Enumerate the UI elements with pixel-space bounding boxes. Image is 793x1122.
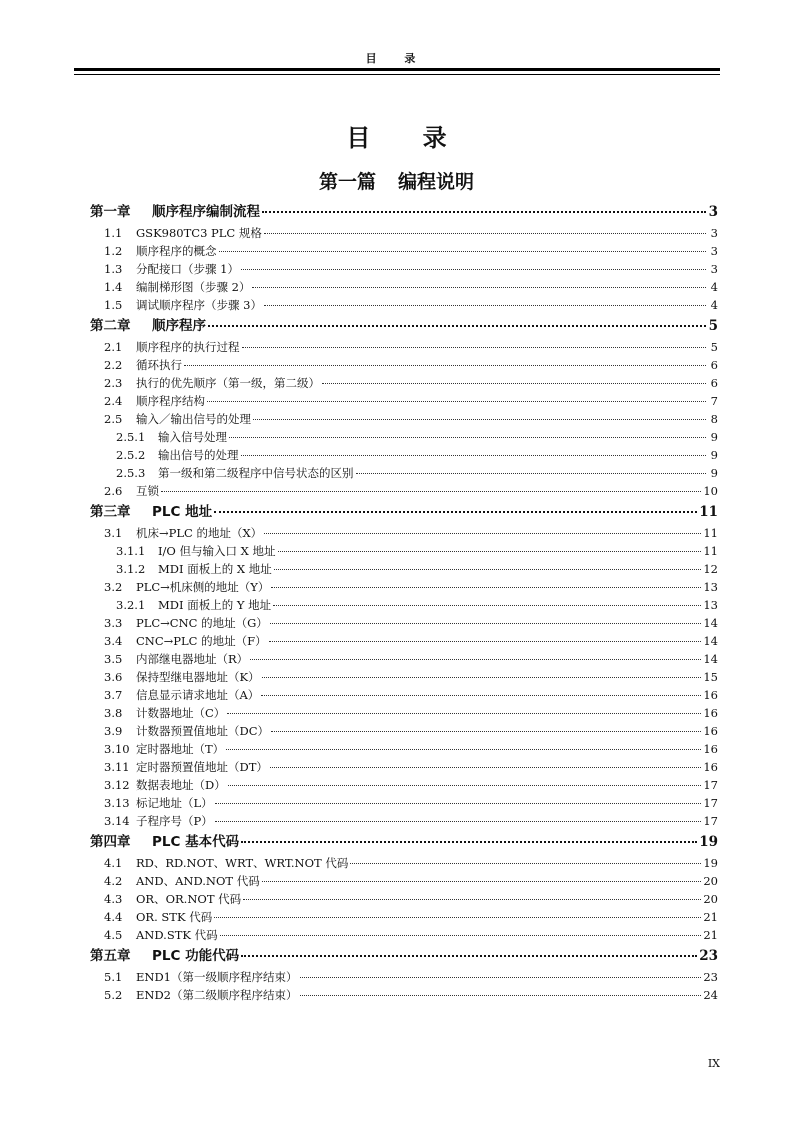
toc-entry-title: 输出信号的处理 — [158, 448, 239, 462]
toc-entry-title: CNC→PLC 的地址（F） — [136, 634, 267, 648]
toc-entry-title: 顺序程序的概念 — [136, 244, 217, 258]
document-title: 目 录 — [346, 124, 469, 152]
toc-entry-number: 4.2 — [104, 874, 123, 888]
dot-leader — [264, 533, 701, 534]
toc-entry-page: 21 — [703, 910, 718, 924]
toc-entry-page: 4 — [710, 298, 718, 312]
toc-entry-title: 分配接口（步骤 1） — [136, 262, 239, 276]
toc-entry-title: PLC→机床侧的地址（Y） — [136, 580, 270, 594]
toc-entry-title: AND.STK 代码 — [136, 928, 218, 942]
toc-entry-title: PLC→CNC 的地址（G） — [136, 616, 268, 630]
toc-entry-title: 数据表地址（D） — [136, 778, 226, 792]
toc-entry-page: 5 — [710, 340, 718, 354]
toc-entry[interactable] — [90, 578, 718, 596]
toc-entry-page: 3 — [710, 262, 718, 276]
dot-leader — [226, 749, 701, 750]
toc-entry-title: RD、RD.NOT、WRT、WRT.NOT 代码 — [136, 856, 349, 870]
dot-leader — [262, 211, 706, 213]
toc-entry-page: 6 — [710, 376, 718, 390]
dot-leader — [262, 677, 702, 678]
toc-entry[interactable] — [90, 890, 718, 908]
toc-entry-page: 11 — [699, 504, 718, 520]
part-name: 编程说明 — [398, 171, 475, 193]
toc-entry-number: 4.1 — [104, 856, 123, 870]
toc-entry[interactable] — [90, 482, 718, 500]
toc-entry[interactable] — [90, 686, 718, 704]
toc-entry[interactable] — [90, 632, 718, 650]
toc-entry[interactable] — [90, 596, 718, 614]
toc-entry-title: 标记地址（L） — [136, 796, 213, 810]
toc-entry-number: 3.1.2 — [116, 562, 146, 576]
toc-entry-number: 第四章 — [90, 834, 131, 850]
toc-entry[interactable] — [90, 812, 718, 830]
toc-entry[interactable] — [90, 668, 718, 686]
toc-entry-page: 15 — [703, 670, 718, 684]
dot-leader — [322, 383, 706, 384]
dot-leader — [241, 455, 707, 456]
toc-chapter-entry[interactable] — [90, 831, 718, 854]
toc-entry-number: 第三章 — [90, 504, 131, 520]
part-number: 第一篇 — [318, 171, 376, 193]
toc-entry[interactable] — [90, 260, 718, 278]
toc-entry-title: 输入／输出信号的处理 — [136, 412, 251, 426]
dot-leader — [219, 251, 707, 252]
toc-entry-number: 3.6 — [104, 670, 123, 684]
toc-entry[interactable] — [90, 776, 718, 794]
toc-entry-page: 13 — [703, 580, 718, 594]
dot-leader — [253, 419, 706, 420]
toc-entry-title: 循环执行 — [136, 358, 182, 372]
toc-entry[interactable] — [90, 374, 718, 392]
toc-entry-page: 19 — [703, 856, 718, 870]
toc-entry[interactable] — [90, 410, 718, 428]
toc-entry-title: 编制梯形图（步骤 2） — [136, 280, 251, 294]
toc-entry-title: OR. STK 代码 — [136, 910, 213, 924]
toc-entry-number: 2.5 — [104, 412, 123, 426]
toc-entry[interactable] — [90, 464, 718, 482]
toc-entry-page: 23 — [703, 970, 718, 984]
toc-entry-number: 3.2 — [104, 580, 123, 594]
toc-entry-title: PLC 地址 — [152, 504, 213, 520]
toc-entry-page: 21 — [703, 928, 718, 942]
toc-entry-title: 计数器地址（C） — [136, 706, 226, 720]
toc-entry-title: 输入信号处理 — [158, 430, 227, 444]
dot-leader — [220, 935, 702, 936]
running-header: 目 录 — [365, 52, 428, 65]
toc-entry-number: 2.4 — [104, 394, 123, 408]
toc-entry-number: 3.12 — [104, 778, 130, 792]
toc-entry-number: 3.4 — [104, 634, 123, 648]
toc-entry-page: 14 — [703, 616, 718, 630]
toc-entry[interactable] — [90, 242, 718, 260]
toc-entry-page: 4 — [710, 280, 718, 294]
toc-entry-number: 1.4 — [104, 280, 123, 294]
dot-leader — [273, 605, 701, 606]
toc-entry[interactable] — [90, 356, 718, 374]
toc-entry-title: 子程序号（P） — [136, 814, 213, 828]
toc-entry-number: 2.5.1 — [116, 430, 146, 444]
toc-entry[interactable] — [90, 722, 718, 740]
toc-entry-number: 3.3 — [104, 616, 123, 630]
dot-leader — [228, 785, 702, 786]
toc-entry-number: 3.14 — [104, 814, 130, 828]
toc-entry-number: 3.5 — [104, 652, 123, 666]
toc-entry-page: 17 — [703, 796, 718, 810]
toc-entry-number: 3.7 — [104, 688, 123, 702]
toc-entry-page: 19 — [699, 834, 718, 850]
dot-leader — [250, 659, 701, 660]
dot-leader — [229, 437, 706, 438]
toc-entry-page: 20 — [703, 892, 718, 906]
dot-leader — [261, 695, 701, 696]
toc-entry-page: 17 — [703, 814, 718, 828]
toc-entry-number: 5.2 — [104, 988, 123, 1002]
toc-entry-title: I/O 但与输入口 X 地址 — [158, 544, 276, 558]
toc-entry-page: 9 — [710, 466, 718, 480]
toc-entry[interactable] — [90, 854, 718, 872]
dot-leader — [252, 287, 706, 288]
toc-entry-page: 17 — [703, 778, 718, 792]
toc-entry-number: 5.1 — [104, 970, 123, 984]
dot-leader — [271, 731, 701, 732]
toc-entry-title: 信息显示请求地址（A） — [136, 688, 260, 702]
toc-entry-number: 第一章 — [90, 204, 131, 220]
toc-entry-page: 10 — [703, 484, 718, 498]
toc-entry-page: 3 — [710, 226, 718, 240]
toc-chapter-entry[interactable] — [90, 201, 718, 224]
toc-entry-page: 8 — [710, 412, 718, 426]
toc-entry-page: 14 — [703, 634, 718, 648]
dot-leader — [264, 233, 706, 234]
toc-entry-title: 定时器预置值地址（DT） — [136, 760, 268, 774]
toc-entry[interactable] — [90, 704, 718, 722]
toc-entry-page: 5 — [708, 318, 718, 334]
toc-entry[interactable] — [90, 968, 718, 986]
toc-entry[interactable] — [90, 524, 718, 542]
toc-entry[interactable] — [90, 278, 718, 296]
toc-entry-number: 2.3 — [104, 376, 123, 390]
dot-leader — [207, 401, 706, 402]
toc-entry-number: 1.3 — [104, 262, 123, 276]
toc-entry-number: 第二章 — [90, 318, 131, 334]
toc-entry-page: 9 — [710, 430, 718, 444]
toc-entry-title: 互锁 — [136, 484, 159, 498]
toc-entry-page: 11 — [703, 544, 718, 558]
toc-entry-page: 16 — [703, 760, 718, 774]
toc-entry[interactable] — [90, 650, 718, 668]
toc-entry-title: END2（第二级顺序程序结束） — [136, 988, 298, 1002]
dot-leader — [227, 713, 701, 714]
toc-entry-title: PLC 功能代码 — [152, 948, 240, 964]
toc-entry-number: 2.5.2 — [116, 448, 146, 462]
dot-leader — [270, 767, 701, 768]
toc-entry[interactable] — [90, 872, 718, 890]
toc-entry-page: 6 — [710, 358, 718, 372]
dot-leader — [270, 623, 702, 624]
dot-leader — [300, 995, 702, 996]
toc-entry-title: END1（第一级顺序程序结束） — [136, 970, 298, 984]
toc-entry-title: 顺序程序结构 — [136, 394, 205, 408]
toc-entry-title: 计数器预置值地址（DC） — [136, 724, 270, 738]
toc-entry-title: 执行的优先顺序（第一级，第二级） — [136, 376, 320, 390]
toc-entry-title: 顺序程序的执行过程 — [136, 340, 240, 354]
toc-entry-page: 13 — [703, 598, 718, 612]
dot-leader — [262, 881, 702, 882]
dot-leader — [214, 511, 697, 513]
toc-entry[interactable] — [90, 926, 718, 944]
toc-entry-title: MDI 面板上的 Y 地址 — [158, 598, 272, 612]
dot-leader — [300, 977, 702, 978]
toc-entry-number: 4.3 — [104, 892, 123, 906]
toc-entry-number: 2.2 — [104, 358, 123, 372]
toc-entry-page: 7 — [710, 394, 718, 408]
toc-entry-page: 11 — [703, 526, 718, 540]
toc-entry-title: AND、AND.NOT 代码 — [136, 874, 260, 888]
toc-entry-number: 2.6 — [104, 484, 123, 498]
dot-leader — [215, 821, 702, 822]
toc-entry-page: 23 — [699, 948, 718, 964]
toc-chapter-entry[interactable] — [90, 315, 718, 338]
toc-entry[interactable] — [90, 986, 718, 1004]
dot-leader — [278, 551, 702, 552]
dot-leader — [242, 347, 707, 348]
dot-leader — [215, 803, 702, 804]
toc-entry-page: 16 — [703, 742, 718, 756]
toc-entry-number: 第五章 — [90, 948, 131, 964]
toc-entry-number: 4.5 — [104, 928, 123, 942]
toc-entry-number: 4.4 — [104, 910, 123, 924]
toc-entry[interactable] — [90, 224, 718, 242]
dot-leader — [241, 269, 706, 270]
header-rule-thick — [74, 68, 720, 71]
dot-leader — [241, 841, 697, 843]
toc-entry-title: PLC 基本代码 — [152, 834, 240, 850]
header-rule-thin — [74, 74, 720, 75]
dot-leader — [269, 641, 702, 642]
toc-entry-number: 3.1 — [104, 526, 123, 540]
dot-leader — [271, 587, 701, 588]
toc-entry[interactable] — [90, 428, 718, 446]
toc-entry[interactable] — [90, 446, 718, 464]
toc-entry[interactable] — [90, 542, 718, 560]
toc-entry-title: GSK980TC3 PLC 规格 — [136, 226, 262, 240]
toc-entry-number: 3.11 — [104, 760, 130, 774]
toc-entry[interactable] — [90, 908, 718, 926]
toc-entry[interactable] — [90, 560, 718, 578]
toc-chapter-entry[interactable] — [90, 945, 718, 968]
toc-entry[interactable] — [90, 794, 718, 812]
toc-entry[interactable] — [90, 392, 718, 410]
page-number: IX — [707, 1057, 720, 1070]
dot-leader — [274, 569, 702, 570]
toc-entry-title: 调试顺序程序（步骤 3） — [136, 298, 262, 312]
dot-leader — [243, 899, 701, 900]
toc-entry-page: 16 — [703, 724, 718, 738]
toc-entry-title: MDI 面板上的 X 地址 — [158, 562, 272, 576]
toc-entry[interactable] — [90, 296, 718, 314]
toc-entry-number: 3.1.1 — [116, 544, 146, 558]
toc-entry-title: 内部继电器地址（R） — [136, 652, 249, 666]
toc-entry-number: 3.13 — [104, 796, 130, 810]
dot-leader — [350, 863, 701, 864]
toc-entry-number: 3.10 — [104, 742, 130, 756]
toc-entry-number: 3.2.1 — [116, 598, 146, 612]
toc-entry-page: 16 — [703, 688, 718, 702]
part-title — [0, 167, 793, 194]
dot-leader — [184, 365, 706, 366]
toc-entry-title: OR、OR.NOT 代码 — [136, 892, 242, 906]
toc-entry-number: 3.9 — [104, 724, 123, 738]
toc-entry-page: 14 — [703, 652, 718, 666]
toc-entry-number: 1.1 — [104, 226, 123, 240]
toc-entry-number: 1.2 — [104, 244, 123, 258]
dot-leader — [161, 491, 701, 492]
toc-entry[interactable] — [90, 740, 718, 758]
toc-entry-number: 2.1 — [104, 340, 123, 354]
dot-leader — [356, 473, 707, 474]
dot-leader — [214, 917, 701, 918]
toc-entry-page: 16 — [703, 706, 718, 720]
toc-entry-title: 保持型继电器地址（K） — [136, 670, 260, 684]
toc-entry[interactable] — [90, 758, 718, 776]
dot-leader — [241, 955, 697, 957]
toc-entry-number: 2.5.3 — [116, 466, 146, 480]
toc-chapter-entry[interactable] — [90, 501, 718, 524]
toc-entry[interactable] — [90, 614, 718, 632]
toc-entry-number: 1.5 — [104, 298, 123, 312]
toc-entry-page: 9 — [710, 448, 718, 462]
toc-entry-title: 第一级和第二级程序中信号状态的区别 — [158, 466, 354, 480]
toc-entry-page: 12 — [703, 562, 718, 576]
dot-leader — [264, 305, 706, 306]
dot-leader — [208, 325, 706, 327]
toc-entry-page: 3 — [708, 204, 718, 220]
toc-entry-title: 定时器地址（T） — [136, 742, 225, 756]
toc-entry-title: 顺序程序编制流程 — [152, 204, 260, 220]
table-of-contents — [90, 200, 718, 1004]
toc-entry-page: 3 — [710, 244, 718, 258]
toc-entry[interactable] — [90, 338, 718, 356]
toc-entry-number: 3.8 — [104, 706, 123, 720]
toc-entry-title: 顺序程序 — [152, 318, 206, 334]
toc-entry-page: 20 — [703, 874, 718, 888]
toc-entry-title: 机床→PLC 的地址（X） — [136, 526, 263, 540]
toc-entry-page: 24 — [703, 988, 718, 1002]
